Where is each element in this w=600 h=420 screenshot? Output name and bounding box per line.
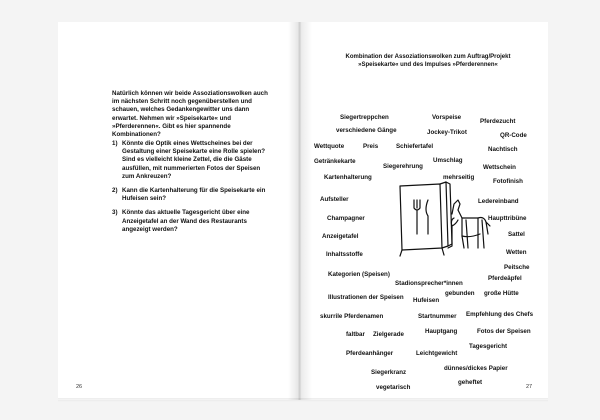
intro-text: Natürlich können wir beide Assoziationswolken auch im nächsten Schritt noch gegenüberstellen und schauen, welches Gedankengewitter uns dann erwartet. Nehmen wir »Speisekarte« und »Pferderennen«. Gibt es hier spannende Kombinationen? <box>112 90 268 139</box>
question-text: Könnte die Optik eines Wettscheines bei der Gestaltung einer Speisekarte eine Rolle spielen? Sind es vielleicht kleine Zettel, die die Gäste ausfüllen, mit nummerierten Fotos der Speisen zum Ankreuzen? <box>122 140 266 180</box>
cloud-word: geheftet <box>458 379 483 386</box>
cloud-word: gebunden <box>445 290 475 297</box>
question-text: Könnte das aktuelle Tagesgericht über eine Anzeigetafel an der Wand des Restaurants angezeigt werden? <box>122 209 250 233</box>
right-page <box>300 22 548 400</box>
question-item <box>112 187 272 203</box>
cloud-word: Fotos der Speisen <box>477 328 531 335</box>
cloud-word: Leichtgewicht <box>416 350 458 357</box>
cloud-word: Kategorien (Speisen) <box>328 271 390 278</box>
cloud-word: mehrseitig <box>443 174 475 181</box>
cloud-word: vegetarisch <box>376 384 411 391</box>
question-list <box>112 140 272 240</box>
cloud-word: Illustrationen der Speisen <box>328 294 404 301</box>
cloud-word: QR-Code <box>500 132 527 139</box>
cloud-word: Tagesgericht <box>469 343 508 350</box>
cloud-word: Inhaltsstoffe <box>326 251 363 258</box>
page-number-right: 27 <box>526 384 533 390</box>
question-number: 3) <box>112 209 118 217</box>
cloud-word: Startnummer <box>418 313 457 320</box>
cloud-word: Siegerkranz <box>371 369 407 376</box>
cloud-word: Umschlag <box>433 157 463 164</box>
cloud-word: große Hütte <box>484 290 519 297</box>
book-spread <box>58 22 548 400</box>
cloud-word: Peitsche <box>504 264 530 271</box>
intro-paragraph <box>112 90 272 139</box>
cloud-word: Pferdezucht <box>480 118 516 125</box>
cloud-word: Zielgerade <box>373 331 404 338</box>
cloud-word: Fotofinish <box>493 178 523 185</box>
page-edge-shadow <box>58 398 548 402</box>
cloud-word: Wetten <box>506 249 527 256</box>
cloud-word: Hauptgang <box>425 328 458 335</box>
cloud-word: Schiefertafel <box>396 143 434 150</box>
cloud-word: dünnes/dickes Papier <box>444 365 508 372</box>
cloud-word: faltbar <box>346 331 365 338</box>
cloud-word: Haupttribüne <box>488 215 527 222</box>
cloud-word: Empfehlung des Chefs <box>466 311 534 318</box>
cloud-word: Siegertreppchen <box>340 114 389 121</box>
question-item <box>112 140 272 181</box>
book-gutter-shadow <box>288 22 312 400</box>
cloud-word: Champagner <box>327 215 365 222</box>
cloud-word: Sattel <box>508 231 525 238</box>
cloud-word: Pferdeanhänger <box>346 350 394 357</box>
question-number: 1) <box>112 140 118 147</box>
cloud-word: Hufeisen <box>413 297 440 304</box>
question-text: Kann die Kartenhalterung für die Speisekarte ein Hufeisen sein? <box>122 187 266 203</box>
question-number: 2) <box>112 187 118 195</box>
question-item <box>112 209 272 234</box>
cloud-word: Wettquote <box>314 143 345 150</box>
cloud-word: verschiedene Gänge <box>336 127 397 134</box>
cloud-word: Preis <box>363 143 379 150</box>
left-page <box>58 22 298 400</box>
page-number-left: 26 <box>76 384 83 390</box>
cloud-word: Kartenhalterung <box>324 174 372 181</box>
heading-line: Kombination der Assoziationswolken zum Auftrag/Projekt <box>345 54 511 60</box>
word-cloud-heading <box>340 54 516 70</box>
cloud-word: Siegerehrung <box>383 163 423 170</box>
cloud-word: Pferdeäpfel <box>488 275 522 282</box>
cloud-word: Stadionsprecher*innen <box>395 280 463 287</box>
cloud-word: Wettschein <box>483 164 516 171</box>
cloud-word: skurrile Pferdenamen <box>320 313 384 320</box>
heading-line: »Speisekarte« und des Impulses »Pferderennen« <box>358 61 498 68</box>
menu-card-and-horse-icon <box>392 160 492 262</box>
cloud-word: Ledereinband <box>478 198 519 205</box>
cloud-word: Vorspeise <box>432 114 462 121</box>
cloud-word: Jockey-Trikot <box>427 129 467 136</box>
cloud-word: Nachtisch <box>488 146 518 153</box>
cloud-word: Getränkekarte <box>314 158 356 165</box>
cloud-word: Anzeigetafel <box>322 233 359 240</box>
cloud-word: Aufsteller <box>320 196 349 203</box>
